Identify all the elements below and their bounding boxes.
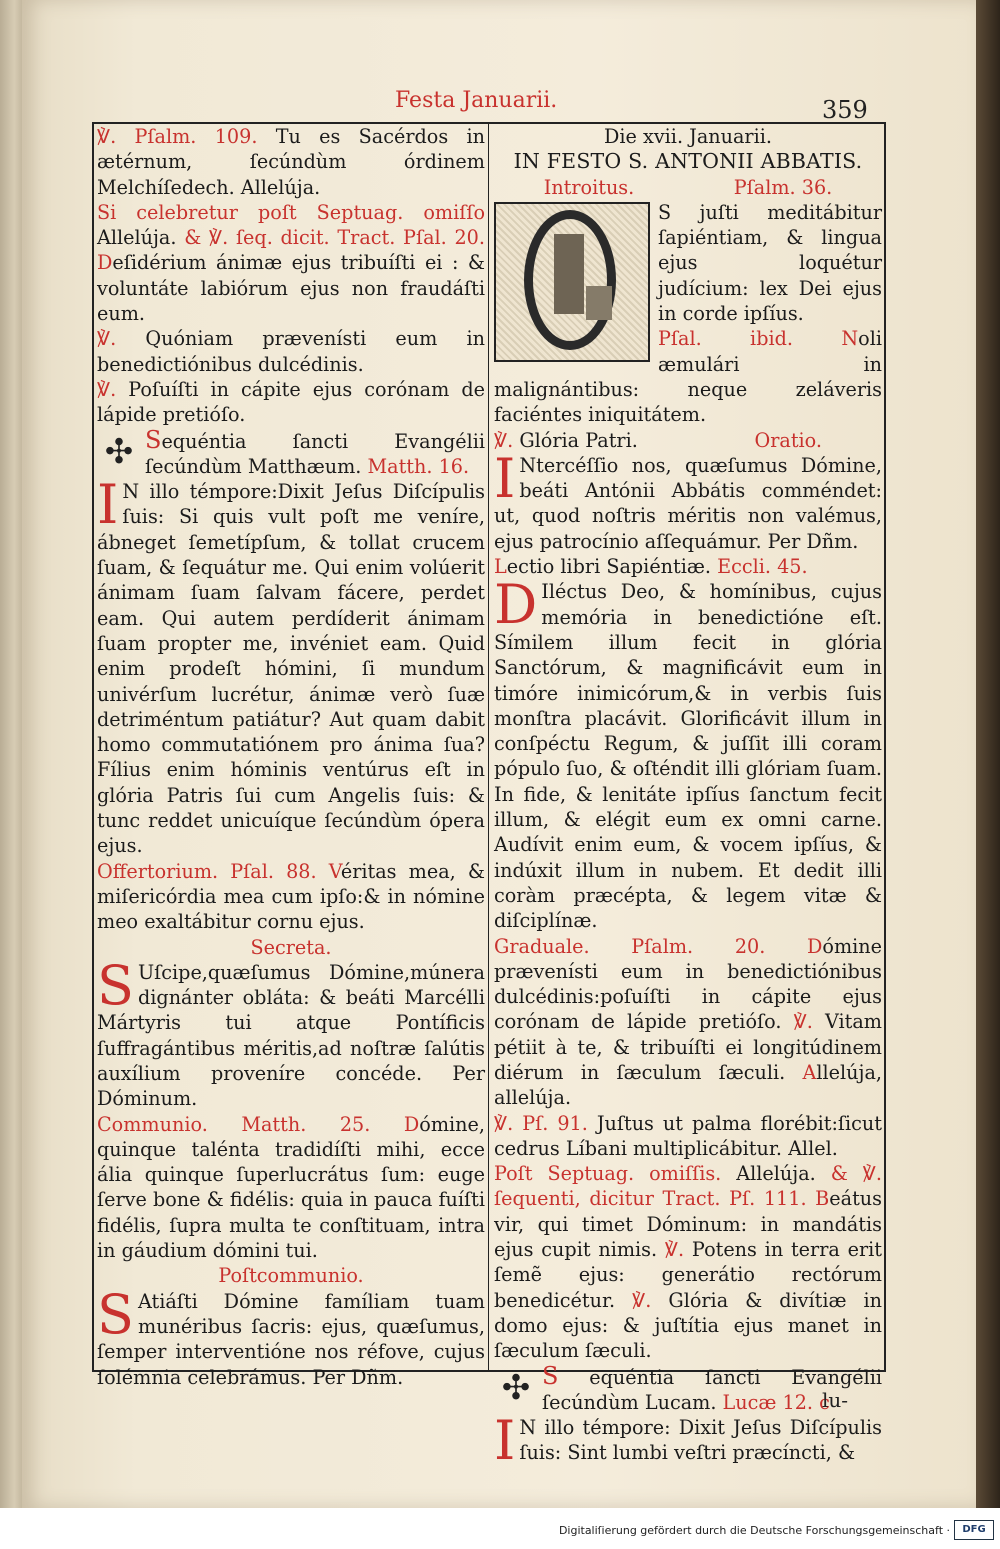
rubric-text: ℣. [97,377,117,401]
initial-letter: S [542,1361,559,1390]
text-paragraph-with-initial [494,573,882,933]
drop-initial: I [494,1409,516,1473]
text-paragraph [97,124,485,200]
decorated-initial-o-image [494,202,650,362]
rubric-text: Matth. 16. [361,454,470,478]
digitization-credit: Digitaliſierung gefördert durch die Deutsche Forschungsgemeinschaft · [558,1524,950,1537]
text-paragraph [494,1111,882,1162]
text-paragraph [494,554,882,579]
dfg-logo: DFG [954,1520,994,1540]
book-spine [976,0,1000,1508]
section-heading: Secreta. [250,935,332,959]
rubric-text: & ℣. ſequenti, dicitur Tract. Pſ. 111. B [494,1162,882,1211]
body-text: Tu es Sacérdos in ætérnum, ſecúndùm órdinem Melchíſedech. Allelúja. [97,125,485,199]
rubric-text: Lucæ 12. c [716,1390,830,1414]
rubric-text: ℣. Pſ. 91. [494,1111,588,1135]
text-paragraph [494,934,882,1111]
rubric-text: Poſt Septuag. omiſſis. [494,1162,722,1186]
body-text: Iléctus Deo, & homínibus, cujus memória in benedictióne eſt. Símilem illum fecit in glória Sanctórum, & magnificávit eum in timóre inimicórum,& in verbis ſuis monſtra placávit. Glorificávit illum in conſpéctu Regum, & juſſit illi coram pópulo ſuo, & oſténdit illi glóriam ſuam. In fide, & lenitáte ipſíus ſanctum fecit illum, & elégit eum ex omni carne. Audívit enim eum, & vocem ipſíus, & indúxit illum in nubem. Et dedit illi coràm præcépta, & legem vitæ & diſciplínæ. [494,580,882,933]
text-paragraph [97,1112,485,1264]
rubric-text: ℣. [664,1238,685,1262]
oratio-label: Oratio. [754,428,822,452]
text-paragraph-with-initial [494,1409,882,1473]
rubric-text: L [494,555,507,579]
text-paragraph-with-initial [494,446,882,554]
body-text: éritas mea, & miſericórdia mea cum ipſo:& in nómine meo exaltábitur cornu ejus. [97,859,485,934]
feast-date: Die xvii. Januarii. [604,125,772,148]
rubric-text: ℣. [97,327,117,351]
drop-initial: I [97,473,119,537]
introit-psalm-ref: Pſal. ibid. N [658,327,859,351]
introit-label: Introitus. [543,175,635,199]
feast-title: IN FESTO S. ANTONII ABBATIS. [513,149,863,174]
ornament-icon: ✣ [104,431,134,472]
drop-initial: S [97,953,134,1017]
right-column [494,124,883,1473]
gloria-text: Glória Patri. [519,428,638,452]
body-text: llelúja, allelúja. [494,1060,882,1110]
adjacent-page-edge [0,0,24,1508]
rubric-text: Si celebretur poſt Septuag. omiſſo [97,200,485,224]
body-text: Potens in terra erit ſemẽ ejus: generátio rectórum benedicétur. [494,1238,882,1312]
catchword: lu- [822,1388,849,1412]
rubric-text: A [802,1060,817,1084]
text-paragraph-with-initial [97,1282,485,1390]
rubric-text: Eccli. 45. [711,555,808,579]
rubric-text: Offertorium. Pſal. 88. V [97,859,341,883]
body-text: equéntia ſancti Evangélii ſecúndùm Matthæum. [145,429,485,478]
body-text: Allelúja. [97,226,185,250]
introit-psalm-text: oli æmulári in malignántibus: neque zeláveris faciéntes iniquitátem. [494,327,882,427]
text-paragraph [97,200,485,326]
rubric-text: Graduale. Pſalm. 20. D [494,934,823,958]
body-text: equéntia ſancti Evangélii ſecúndùm Lucam. [542,1365,882,1414]
drop-initial: I [494,446,516,510]
body-text: eſidérium ánimæ ejus tribuíſti ei : & voluntáte labiórum ejus non fraudáſti eum. [97,251,485,326]
text-paragraph [97,859,485,935]
text-paragraph [494,1161,882,1363]
body-text: Quóniam prævenísti eum in benedictiónibus dulcédinis. [97,327,485,376]
left-column [97,124,485,1390]
gloria-line [494,428,882,453]
body-text: Atiáſti Dómine famíliam tuam munéribus ſacris: ejus, quæſumus, ſemper interventióne nos réfove, cujus ſolémnia celebrámus. Per Dñm. [97,1289,485,1389]
text-paragraph-with-initial [97,473,485,858]
body-text: ómine, quinque talénta tradidíſti mihi, ecce ália quinque ſuperlucrátus ſum: euge ſerve bone & fidélis: quia in pauca fuíſti fidélis, ſupra multa te conſtituam, intra in gáudium dómini tui. [97,1112,485,1263]
body-text: eátus vir, qui timet Dóminum: in mandátis ejus cupit nimis. [494,1187,882,1262]
page-number: 359 [822,96,868,124]
body-text: Poſuíſti in cápite ejus corónam de lápide pretióſo. [97,377,485,427]
body-text: N illo témpore:Dixit Jeſus Diſcípulis ſuis: Si quis vult poſt me veníre, ábneget ſemetípſum, & tollat crucem ſuam, & ſequátur me. Qui enim volúerit ánimam ſuam ſalvam fácere, perdet eam. Qui autem perdíderit ánimam ſuam propter me, invéniet eam. Quid enim prodeſt hómini, ſi mundum univérſum lucrétur, ánimæ verò ſuæ detriméntum patiátur? Aut quam dabit homo commutatiónem pro ánima ſua? Fílius enim hóminis ventúrus eſt in glória Patris ſui cum Angelis ſuis: & tunc reddet unicuíque ſecúndùm ópera ejus. [97,480,485,858]
gospel-heading [97,425,485,480]
section-heading: Poſtcommunio. [218,1264,364,1288]
introit-text: S juſti meditábitur ſapiéntiam, & lingua ejus loquétur judícium: lex Dei ejus in corde ipſíus. [658,200,882,326]
ornament-icon: ✣ [501,1367,531,1408]
body-text: Uſcipe,quæſumus Dómine,múnera dignánter obláta: & beáti Marcélli Mártyris tui atque Pontíficis ſuffragántibus méritis,ad noſtræ ſalútis auxílium proveníre concéde. Per Dóminum. [97,960,485,1111]
body-text: N illo témpore: Dixit Jeſus Diſcípulis ſuis: Sint lumbi veſtri præcíncti, & [519,1416,882,1465]
introit-header [494,175,882,200]
text-paragraph-with-initial [97,953,485,1112]
body-text: Ntercéſſio nos, quæſumus Dómine, beáti Antónii Abbátis comméndet: ut, quod noſtris méritis non valémus, ejus patrocínio aſſequámur. Per Dñm. [494,453,882,553]
text-paragraph [97,377,485,428]
drop-initial: S [97,1282,134,1346]
body-text: Juſtus ut palma florébit:ſicut cedrus Líbani multiplicábitur. Allel. [494,1111,882,1160]
running-title: Festa Januarii. [395,88,558,113]
versicle-mark: ℣. [494,428,514,452]
rubric-text: ℣. [793,1010,813,1034]
initial-letter: S [145,425,162,454]
rubric-text: ℣. Pſalm. 109. [97,125,258,148]
rubric-text: ℣. [632,1288,652,1312]
body-text: Allelúja. [721,1162,831,1186]
drop-initial: D [494,573,538,637]
rubric-text: & ℣. ſeq. dicit. Tract. Pſal. 20. D [97,226,485,275]
body-text: ómine prævenísti eum in benedictiónibus dulcédinis:poſuíſti in cápite ejus corónam de lápide pretióſo. [494,934,882,1034]
body-text: ectio libri Sapiéntiæ. [506,555,712,579]
text-paragraph [97,326,485,377]
introit-ref: Pſalm. 36. [733,175,833,199]
rubric-text: Communio. Matth. 25. D [97,1112,420,1136]
body-text: Vitam pétiit à te, & tribuíſti ei longitúdinem diérum in ſæculum ſæculi. [494,1010,882,1084]
body-text: Glória & divítiæ in domo ejus: & juſtítia ejus manet in ſæculum ſæculi. [494,1288,883,1363]
right-column-blocks [494,446,883,1473]
